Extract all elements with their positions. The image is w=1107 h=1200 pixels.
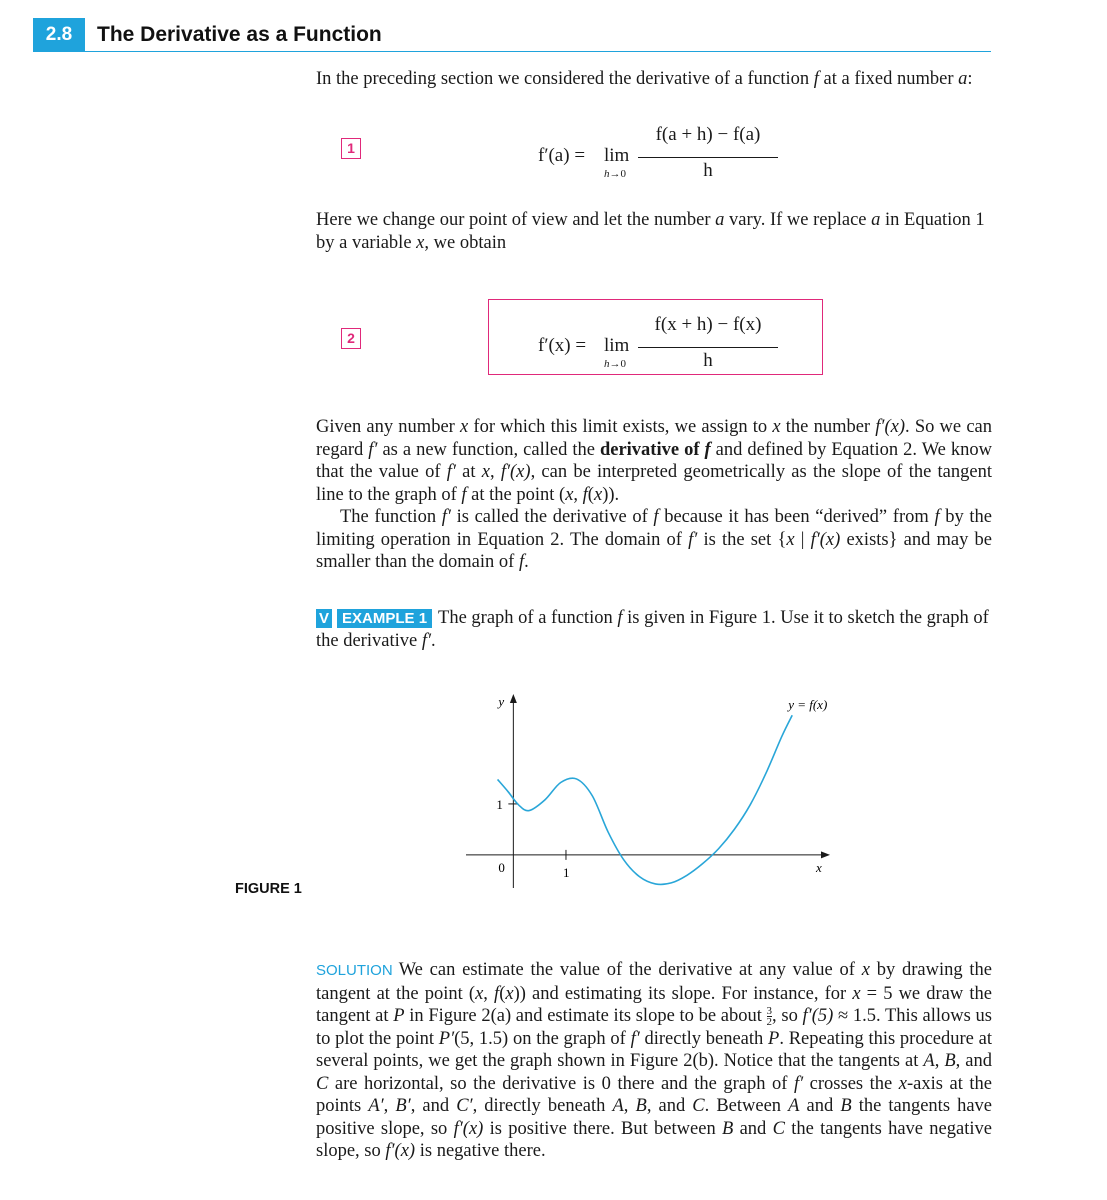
para-text: A	[612, 1096, 624, 1116]
para-text: B	[721, 1118, 734, 1139]
para-text: is given in Figure 1. Use it to sketch the graph of the derivative	[316, 608, 989, 651]
intro-text: In the preceding section we considered the derivative of a function	[316, 69, 814, 89]
para-text: vary. If we replace	[724, 210, 872, 230]
y-axis-arrow	[510, 694, 517, 703]
para-text: ,	[483, 983, 495, 1004]
fraction-denominator: h	[703, 160, 713, 181]
para-text: A	[788, 1096, 800, 1116]
intro-text: :	[967, 69, 973, 89]
section-number: 2.8	[33, 18, 85, 52]
para-text: x	[460, 417, 469, 437]
para-text: P′	[438, 1028, 455, 1049]
para-text: f′	[688, 529, 698, 550]
para-text: |	[794, 529, 811, 550]
para-text: C	[316, 1073, 329, 1094]
para-text: . Between	[704, 1096, 789, 1116]
para-text: a	[715, 210, 725, 230]
para-text: P	[393, 1006, 405, 1026]
example-1-paragraph	[316, 607, 992, 652]
limit-operator: lim	[604, 145, 630, 166]
para-text: f	[494, 983, 500, 1004]
y-tick-label: 1	[496, 796, 503, 812]
origin-label: 0	[498, 859, 505, 875]
equation-number-2: 2	[341, 328, 361, 349]
intro-text: f	[813, 69, 819, 89]
limit-operator: lim	[604, 335, 630, 356]
para-text: )).	[602, 484, 620, 505]
para-text: x	[772, 417, 781, 437]
para-text: are horizontal, so the derivative is 0 there and the graph of	[328, 1073, 794, 1094]
para-text: f	[617, 608, 623, 628]
para-text: .	[431, 630, 436, 651]
para-text: f′(5)	[802, 1006, 834, 1026]
para-text: A	[923, 1051, 935, 1071]
header-rule	[85, 51, 991, 52]
intro-text: a	[958, 69, 968, 89]
para-text: , can be interpreted geometrically as the slope of the tangent line to the graph of	[316, 462, 992, 505]
para-text: and	[733, 1118, 773, 1139]
para-text: , and	[646, 1096, 693, 1116]
para-text: f′(x)	[385, 1141, 416, 1161]
para-text: x	[565, 484, 574, 505]
para-text: in Equation 1 by a variable	[316, 210, 985, 253]
para-text: f	[461, 484, 467, 505]
equation-lhs: f′(x) =	[538, 335, 587, 356]
y-axis-label: y	[498, 694, 505, 709]
para-text: ,	[573, 484, 583, 505]
para-text: . So we can regard	[316, 417, 992, 460]
para-text: and defined by Equation 2. We know that the value of	[316, 439, 992, 482]
para-text: f′	[630, 1028, 640, 1049]
function-curve	[498, 715, 793, 884]
para-text: the tangents have positive slope, so	[316, 1096, 993, 1139]
para-text: (	[499, 983, 506, 1004]
figure-label: FIGURE 1	[235, 881, 302, 897]
para-text: is called the derivative of	[450, 507, 654, 527]
para-text: a	[871, 210, 881, 230]
para-text: -axis at the points	[316, 1073, 992, 1116]
para-text: is positive there. But between	[483, 1118, 722, 1139]
para-text: ,	[623, 1096, 636, 1116]
para-text: at the point (	[466, 484, 566, 505]
para-text: f′	[368, 439, 378, 460]
para-text: Given any number	[316, 417, 461, 437]
change-view-paragraph	[316, 209, 992, 254]
para-text: the number	[780, 417, 876, 437]
para-text: C′	[456, 1096, 473, 1116]
para-text: x	[505, 983, 514, 1004]
x-tick-label: 1	[562, 864, 570, 880]
domain-paragraph	[316, 506, 992, 574]
para-text: = 5 we draw the tangent at	[316, 983, 992, 1026]
para-text: , and	[410, 1096, 457, 1116]
fraction-bar	[638, 157, 778, 158]
para-text: crosses the	[803, 1073, 899, 1094]
para-text: P	[768, 1028, 780, 1049]
solution-paragraph	[316, 959, 992, 1163]
para-text: B	[840, 1096, 852, 1116]
para-text: f′	[446, 462, 456, 482]
para-text: ≈ 1.5. This allows us to plot the point	[316, 1006, 993, 1049]
para-text: B	[944, 1051, 956, 1071]
v-tag: V	[316, 609, 332, 628]
intro-text: at a fixed number	[818, 69, 959, 89]
para-text: . Repeating this procedure at several points, we get the graph shown in Figure 2(b). Notice that the tangents at	[316, 1028, 992, 1071]
equation-1	[538, 124, 778, 190]
para-text: x	[416, 232, 425, 253]
para-text: at	[455, 462, 482, 482]
para-text: as a new function, called the	[377, 439, 600, 460]
para-text: x	[861, 960, 870, 980]
para-text: by drawing the tangent at the point (	[316, 960, 992, 1004]
para-text: exists} and may be smaller than the domain of	[316, 529, 992, 572]
para-text: is the set {	[697, 529, 787, 550]
para-text: x	[786, 529, 795, 550]
limit-subscript: h→0	[604, 358, 626, 370]
para-text: x	[852, 983, 861, 1004]
para-text: for which this limit exists, we assign to	[468, 417, 773, 437]
para-text: , so	[772, 1006, 803, 1026]
para-text: C	[772, 1118, 785, 1139]
para-text: x	[481, 462, 490, 482]
example-label: EXAMPLE 1	[337, 609, 432, 628]
section-header	[33, 18, 991, 54]
fraction-denominator: h	[703, 350, 713, 371]
fraction-numerator: f(x + h) − f(x)	[654, 314, 762, 335]
para-text: .	[524, 552, 529, 572]
para-text: , directly beneath	[472, 1096, 613, 1116]
frac-num: 3	[766, 1005, 773, 1018]
para-text: and	[799, 1096, 841, 1116]
para-text: f′(x)	[453, 1118, 484, 1139]
para-text: B	[635, 1096, 647, 1116]
para-text: f	[653, 507, 659, 527]
equation-2	[538, 314, 778, 380]
para-text: The function	[340, 507, 442, 527]
para-text: the tangents have negative slope, so	[316, 1118, 992, 1161]
para-text: B′	[395, 1096, 411, 1116]
para-text: ,	[383, 1096, 396, 1116]
para-text: f	[934, 507, 940, 527]
para-text: (5, 1.5) on the graph of	[454, 1028, 631, 1049]
solution-label: SOLUTION	[316, 962, 393, 979]
frac-den: 2	[766, 1016, 773, 1029]
para-text: )) and estimating its slope. For instance, for	[513, 983, 853, 1004]
x-axis-label: x	[816, 859, 822, 875]
limit-subscript: h→0	[604, 168, 626, 180]
para-text: , we obtain	[424, 232, 507, 253]
para-text: We can estimate the value of the derivative at any value of	[398, 960, 862, 980]
para-text: Here we change our point of view and let the number	[316, 210, 716, 230]
para-text: The graph of a function	[438, 608, 618, 628]
para-text: f′	[441, 507, 451, 527]
para-text: f′(x)	[500, 462, 531, 482]
fraction-numerator: f(a + h) − f(a)	[655, 124, 761, 145]
para-text: directly beneath	[639, 1028, 769, 1049]
equation-lhs: f′(a) =	[538, 145, 586, 166]
bold-term: f	[704, 439, 711, 460]
para-text: by the limiting operation in Equation 2. The domain of	[316, 507, 993, 550]
para-text: C	[692, 1096, 705, 1116]
para-text: ,	[489, 462, 501, 482]
para-text: ,	[934, 1051, 945, 1071]
intro-paragraph	[316, 68, 992, 91]
section-title: The Derivative as a Function	[97, 23, 382, 46]
para-text: f′	[793, 1073, 804, 1094]
curve-label: y = f(x)	[788, 697, 828, 713]
figure-1-graph	[460, 690, 840, 900]
para-text: , and	[955, 1051, 992, 1071]
para-text: f′(x)	[810, 529, 841, 550]
para-text: is negative there.	[415, 1141, 546, 1161]
para-text: because it has been “derived” from	[658, 507, 935, 527]
fraction-bar	[638, 347, 778, 348]
para-text: f′(x)	[875, 417, 906, 437]
para-text: (	[587, 484, 594, 505]
para-text: f	[582, 484, 588, 505]
para-text: x	[593, 484, 603, 505]
para-text: f	[518, 552, 525, 572]
para-text: x	[475, 983, 484, 1004]
para-text: A′	[368, 1096, 384, 1116]
equation-number-1: 1	[341, 138, 361, 159]
x-axis-arrow	[821, 851, 830, 858]
para-text: in Figure 2(a) and estimate its slope to be about	[404, 1006, 767, 1026]
definition-paragraph	[316, 416, 992, 506]
para-text: x	[898, 1073, 907, 1094]
para-text: f′	[421, 630, 432, 651]
bold-term: derivative of	[599, 439, 705, 460]
